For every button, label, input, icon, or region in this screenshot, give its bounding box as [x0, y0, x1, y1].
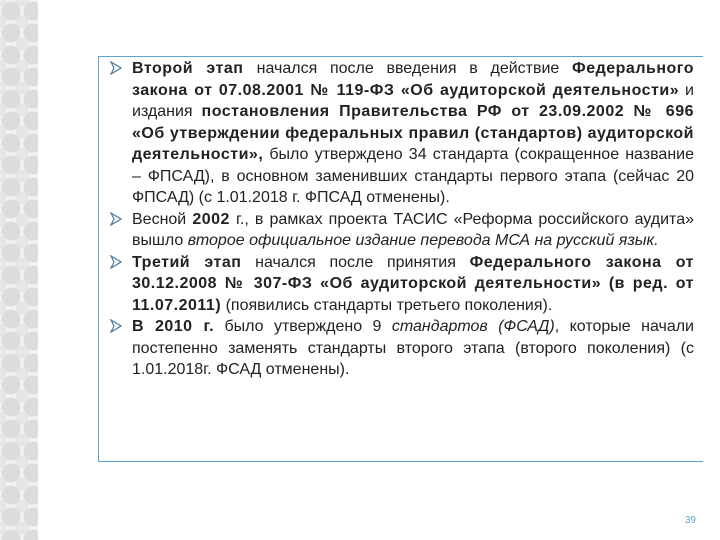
bullet-list [104, 58, 694, 381]
text-segment: 2002 [192, 210, 230, 228]
list-item-text [132, 58, 694, 209]
text-segment: Второй этап [132, 60, 257, 77]
arrowhead-bullet-icon [110, 318, 124, 334]
list-item [104, 58, 694, 209]
text-segment: второе официальное издание перевода МСА на русский язык. [187, 232, 659, 249]
text-segment: стандартов (ФСАД) [391, 318, 555, 335]
text-segment: г., в рамках проекта ТАСИС «Реформа российского аудита» вышло [132, 210, 694, 249]
list-item [104, 252, 694, 317]
list-item-text [132, 316, 694, 381]
text-segment: Федерального закона от 30.12.2008 № 307-ФЗ «Об аудиторской деятельности» (в ред. от 11.07.2011) [132, 253, 694, 314]
text-segment: было утверждено 34 стандарта (сокращенное название – ФПСАД), в основном заменивших стандарты первого этапа (сейчас 20 ФПСАД) (с 1.01.2018 г. ФПСАД отменены). [132, 146, 694, 206]
text-segment: и издания [132, 81, 694, 120]
arrowhead-bullet-icon [110, 60, 124, 76]
arrowhead-bullet-icon [110, 211, 124, 227]
text-segment: В 2010 г. [132, 318, 215, 335]
text-segment: Весной [132, 210, 193, 228]
page-number: 39 [684, 515, 696, 526]
decorative-pattern-strip [0, 0, 48, 540]
text-segment: начался после введения в действие [256, 60, 573, 77]
text-segment: было утверждено 9 [214, 318, 392, 335]
text-segment: Третий этап [132, 253, 242, 271]
text-segment: Федерального закона от 07.08.2001 № 119-ФЗ «Об аудиторской деятельности» [132, 60, 694, 99]
list-item-text [132, 209, 694, 252]
text-segment: постановления Правительства РФ от 23.09.2002 № 696 «Об утверждении федеральных правил (стандартов) аудиторской деятельности», [132, 103, 694, 163]
list-item [104, 316, 694, 381]
arrowhead-bullet-icon [110, 254, 124, 270]
list-item [104, 209, 694, 252]
text-segment: , которые начали постепенно заменять стандарты второго этапа (второго поколения) (с 1.01.2018г. ФСАД отменены). [132, 318, 694, 378]
list-item-text [132, 252, 694, 317]
text-segment: начался после принятия [241, 253, 470, 271]
text-segment: (появились стандарты третьего поколения). [221, 296, 553, 314]
